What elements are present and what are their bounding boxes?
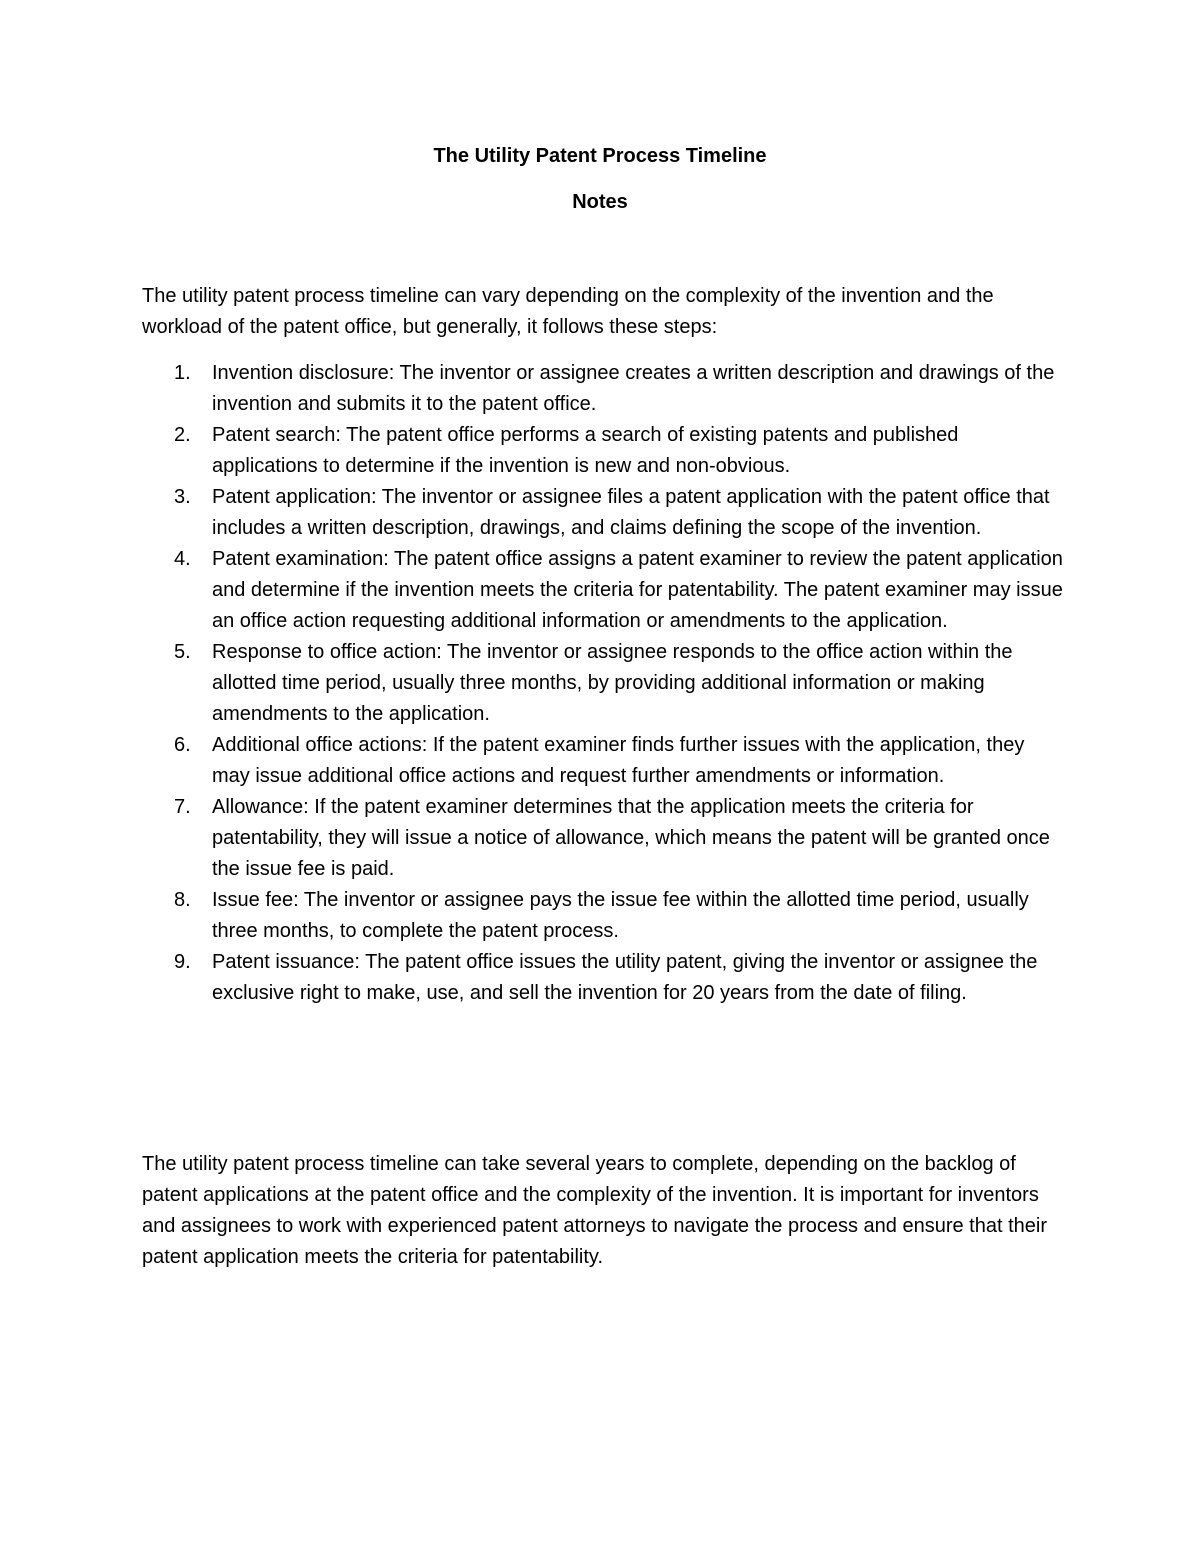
list-item-text: Patent examination: The patent office assigns a patent examiner to review the patent application and determine if the invention meets the criteria for patentability. The patent examiner may issue an office action requesting additional information or amendments to the application. <box>212 548 1063 632</box>
list-item-text: Invention disclosure: The inventor or assignee creates a written description and drawings of the invention and submits it to the patent office. <box>212 362 1055 415</box>
list-item-text: Additional office actions: If the patent examiner finds further issues with the application, they may issue additional office actions and request further amendments or information. <box>212 734 1025 787</box>
list-item-text: Issue fee: The inventor or assignee pays the issue fee within the allotted time period, usually three months, to complete the patent process. <box>212 889 1029 942</box>
list-item <box>142 792 1067 885</box>
list-item-number: 1. <box>174 362 191 384</box>
list-item <box>142 358 1067 420</box>
list-item-text: Patent issuance: The patent office issues the utility patent, giving the inventor or assignee the exclusive right to make, use, and sell the invention for 20 years from the date of filing. <box>212 951 1038 1004</box>
list-item-number: 9. <box>174 951 191 973</box>
list-item <box>142 730 1067 792</box>
intro-paragraph: The utility patent process timeline can vary depending on the complexity of the invention and the workload of the patent office, but generally, it follows these steps: <box>142 285 994 338</box>
list-item <box>142 482 1067 544</box>
list-item-text: Patent application: The inventor or assignee files a patent application with the patent office that includes a written description, drawings, and claims defining the scope of the invention. <box>212 486 1050 539</box>
closing-paragraph: The utility patent process timeline can take several years to complete, depending on the backlog of patent applications at the patent office and the complexity of the invention. It is important for inventors and assignees to work with experienced patent attorneys to navigate the process and ensure that their patent application meets the criteria for patentability. <box>142 1153 1047 1268</box>
list-item-number: 6. <box>174 734 191 756</box>
document-title: The Utility Patent Process Timeline <box>433 145 767 167</box>
list-item <box>142 947 1067 1009</box>
list-item <box>142 637 1067 730</box>
list-item-text: Patent search: The patent office performs a search of existing patents and published applications to determine if the invention is new and non-obvious. <box>212 424 959 477</box>
steps-list <box>142 358 1067 1009</box>
list-item-number: 2. <box>174 424 191 446</box>
list-item-number: 8. <box>174 889 191 911</box>
list-item-number: 7. <box>174 796 191 818</box>
list-item <box>142 420 1067 482</box>
list-item <box>142 544 1067 637</box>
list-item-text: Response to office action: The inventor or assignee responds to the office action within the allotted time period, usually three months, by providing additional information or making amendments to the application. <box>212 641 1013 725</box>
list-item <box>142 885 1067 947</box>
list-item-text: Allowance: If the patent examiner determines that the application meets the criteria for patentability, they will issue a notice of allowance, which means the patent will be granted once the issue fee is paid. <box>212 796 1050 880</box>
list-item-number: 3. <box>174 486 191 508</box>
list-item-number: 5. <box>174 641 191 663</box>
document-subtitle: Notes <box>572 191 628 213</box>
list-item-number: 4. <box>174 548 191 570</box>
